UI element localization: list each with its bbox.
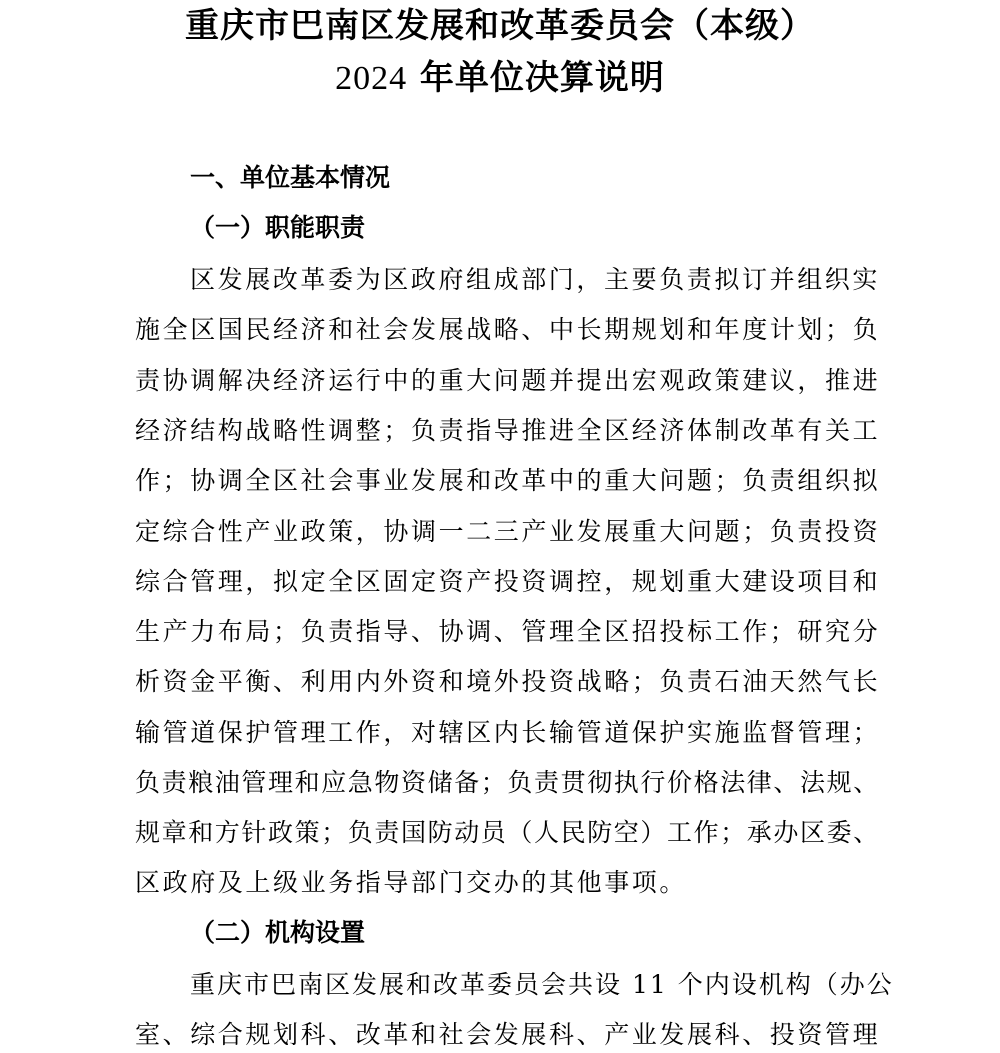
document-title-line1: 重庆市巴南区发展和改革委员会（本级） <box>185 6 815 46</box>
paragraph-line: 输管道保护管理工作，对辖区内长输管道保护实施监督管理； <box>135 718 881 747</box>
subsection-heading-functions: （一）职能职责 <box>190 213 366 242</box>
paragraph-line: 室、综合规划科、改革和社会发展科、产业发展科、投资管理 <box>135 1020 881 1049</box>
paragraph-line: 区发展改革委为区政府组成部门，主要负责拟订并组织实 <box>190 265 881 294</box>
paragraph-line: 经济结构战略性调整；负责指导推进全区经济体制改革有关工 <box>135 416 881 445</box>
document-title-text: 年单位决算说明 <box>407 58 665 98</box>
paragraph-line: 生产力布局；负责指导、协调、管理全区招投标工作；研究分 <box>135 617 881 646</box>
paragraph-line: 负责粮油管理和应急物资储备；负责贯彻执行价格法律、法规、 <box>135 768 880 797</box>
paragraph-line: 责协调解决经济运行中的重大问题并提出宏观政策建议，推进 <box>135 366 881 395</box>
paragraph-line: 作；协调全区社会事业发展和改革中的重大问题；负责组织拟 <box>135 466 881 495</box>
paragraph-line: 定综合性产业政策，协调一二三产业发展重大问题；负责投资 <box>135 517 881 546</box>
paragraph-line: 施全区国民经济和社会发展战略、中长期规划和年度计划；负 <box>135 315 881 344</box>
section-heading-basic-info: 一、单位基本情况 <box>190 163 391 192</box>
paragraph-line: 区政府及上级业务指导部门交办的其他事项。 <box>135 868 688 897</box>
paragraph-line: 规章和方针政策；负责国防动员（人民防空）工作；承办区委、 <box>135 818 880 847</box>
paragraph-line: 综合管理，拟定全区固定资产投资调控，规划重大建设项目和 <box>135 567 881 596</box>
subsection-heading-organization: （二）机构设置 <box>190 918 366 947</box>
paragraph-line: 析资金平衡、利用内外资和境外投资战略；负责石油天然气长 <box>135 667 881 696</box>
document-title-line2 <box>0 58 1000 99</box>
paragraph-line: 重庆市巴南区发展和改革委员会共设 11 个内设机构（办公 <box>190 970 894 999</box>
document-title-year: 2024 <box>335 60 408 97</box>
